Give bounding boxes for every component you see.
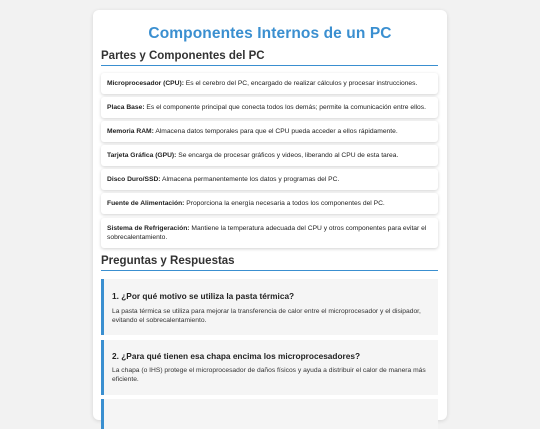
component-desc: Es el componente principal que conecta todos los demás; permite la comunicación entre ellos. xyxy=(144,103,426,111)
page-title: Componentes Internos de un PC xyxy=(148,25,392,42)
qa-answer: La chapa (o IHS) protege el microprocesador de daños físicos y ayuda a distribuir el calor de manera más eficiente. xyxy=(112,367,426,383)
component-card xyxy=(101,169,438,190)
component-card xyxy=(101,218,438,248)
qa-card xyxy=(101,399,438,429)
component-term: Placa Base: xyxy=(107,103,145,111)
component-card xyxy=(101,97,438,118)
component-term: Disco Duro/SSD: xyxy=(107,175,161,183)
component-desc: Se encarga de procesar gráficos y videos, liberando al CPU de esta tarea. xyxy=(176,151,399,159)
component-term: Memoria RAM: xyxy=(107,127,154,135)
component-desc: Proporciona la energía necesaria a todos los componentes del PC. xyxy=(184,199,385,207)
component-desc: Almacena datos temporales para que el CPU pueda acceder a ellos rápidamente. xyxy=(153,127,398,135)
component-term: Sistema de Refrigeración: xyxy=(107,224,190,232)
component-card xyxy=(101,145,438,166)
section-heading-parts: Partes y Componentes del PC xyxy=(101,50,438,66)
component-text xyxy=(107,79,432,88)
component-text xyxy=(107,127,432,136)
component-desc: Es el cerebro del PC, encargado de realizar cálculos y procesar instrucciones. xyxy=(183,79,418,87)
component-term: Microprocesador (CPU): xyxy=(107,79,184,87)
qa-card xyxy=(101,279,438,335)
qa-question: 1. ¿Por qué motivo se utiliza la pasta térmica? xyxy=(112,291,295,301)
component-term: Tarjeta Gráfica (GPU): xyxy=(107,151,177,159)
component-desc: Mantiene la temperatura adecuada del CPU y otros componentes para evitar el sobrecalentamiento. xyxy=(107,224,427,241)
component-text xyxy=(107,175,432,184)
component-card xyxy=(101,73,438,94)
section-heading-qa: Preguntas y Respuestas xyxy=(101,255,438,271)
qa-card xyxy=(101,340,438,395)
component-term: Fuente de Alimentación: xyxy=(107,199,185,207)
component-text xyxy=(107,151,432,160)
component-text xyxy=(107,103,432,112)
component-text xyxy=(107,224,432,242)
component-card xyxy=(101,121,438,142)
component-text xyxy=(107,199,432,208)
component-card xyxy=(101,193,438,214)
qa-question: 2. ¿Para qué tienen esa chapa encima los microprocesadores? xyxy=(112,351,361,361)
content-panel xyxy=(93,10,447,420)
component-desc: Almacena permanentemente los datos y programas del PC. xyxy=(160,175,340,183)
qa-answer: La pasta térmica se utiliza para mejorar la transferencia de calor entre el microprocesador y el disipador, evitando el sobrecalentamiento. xyxy=(112,308,421,324)
